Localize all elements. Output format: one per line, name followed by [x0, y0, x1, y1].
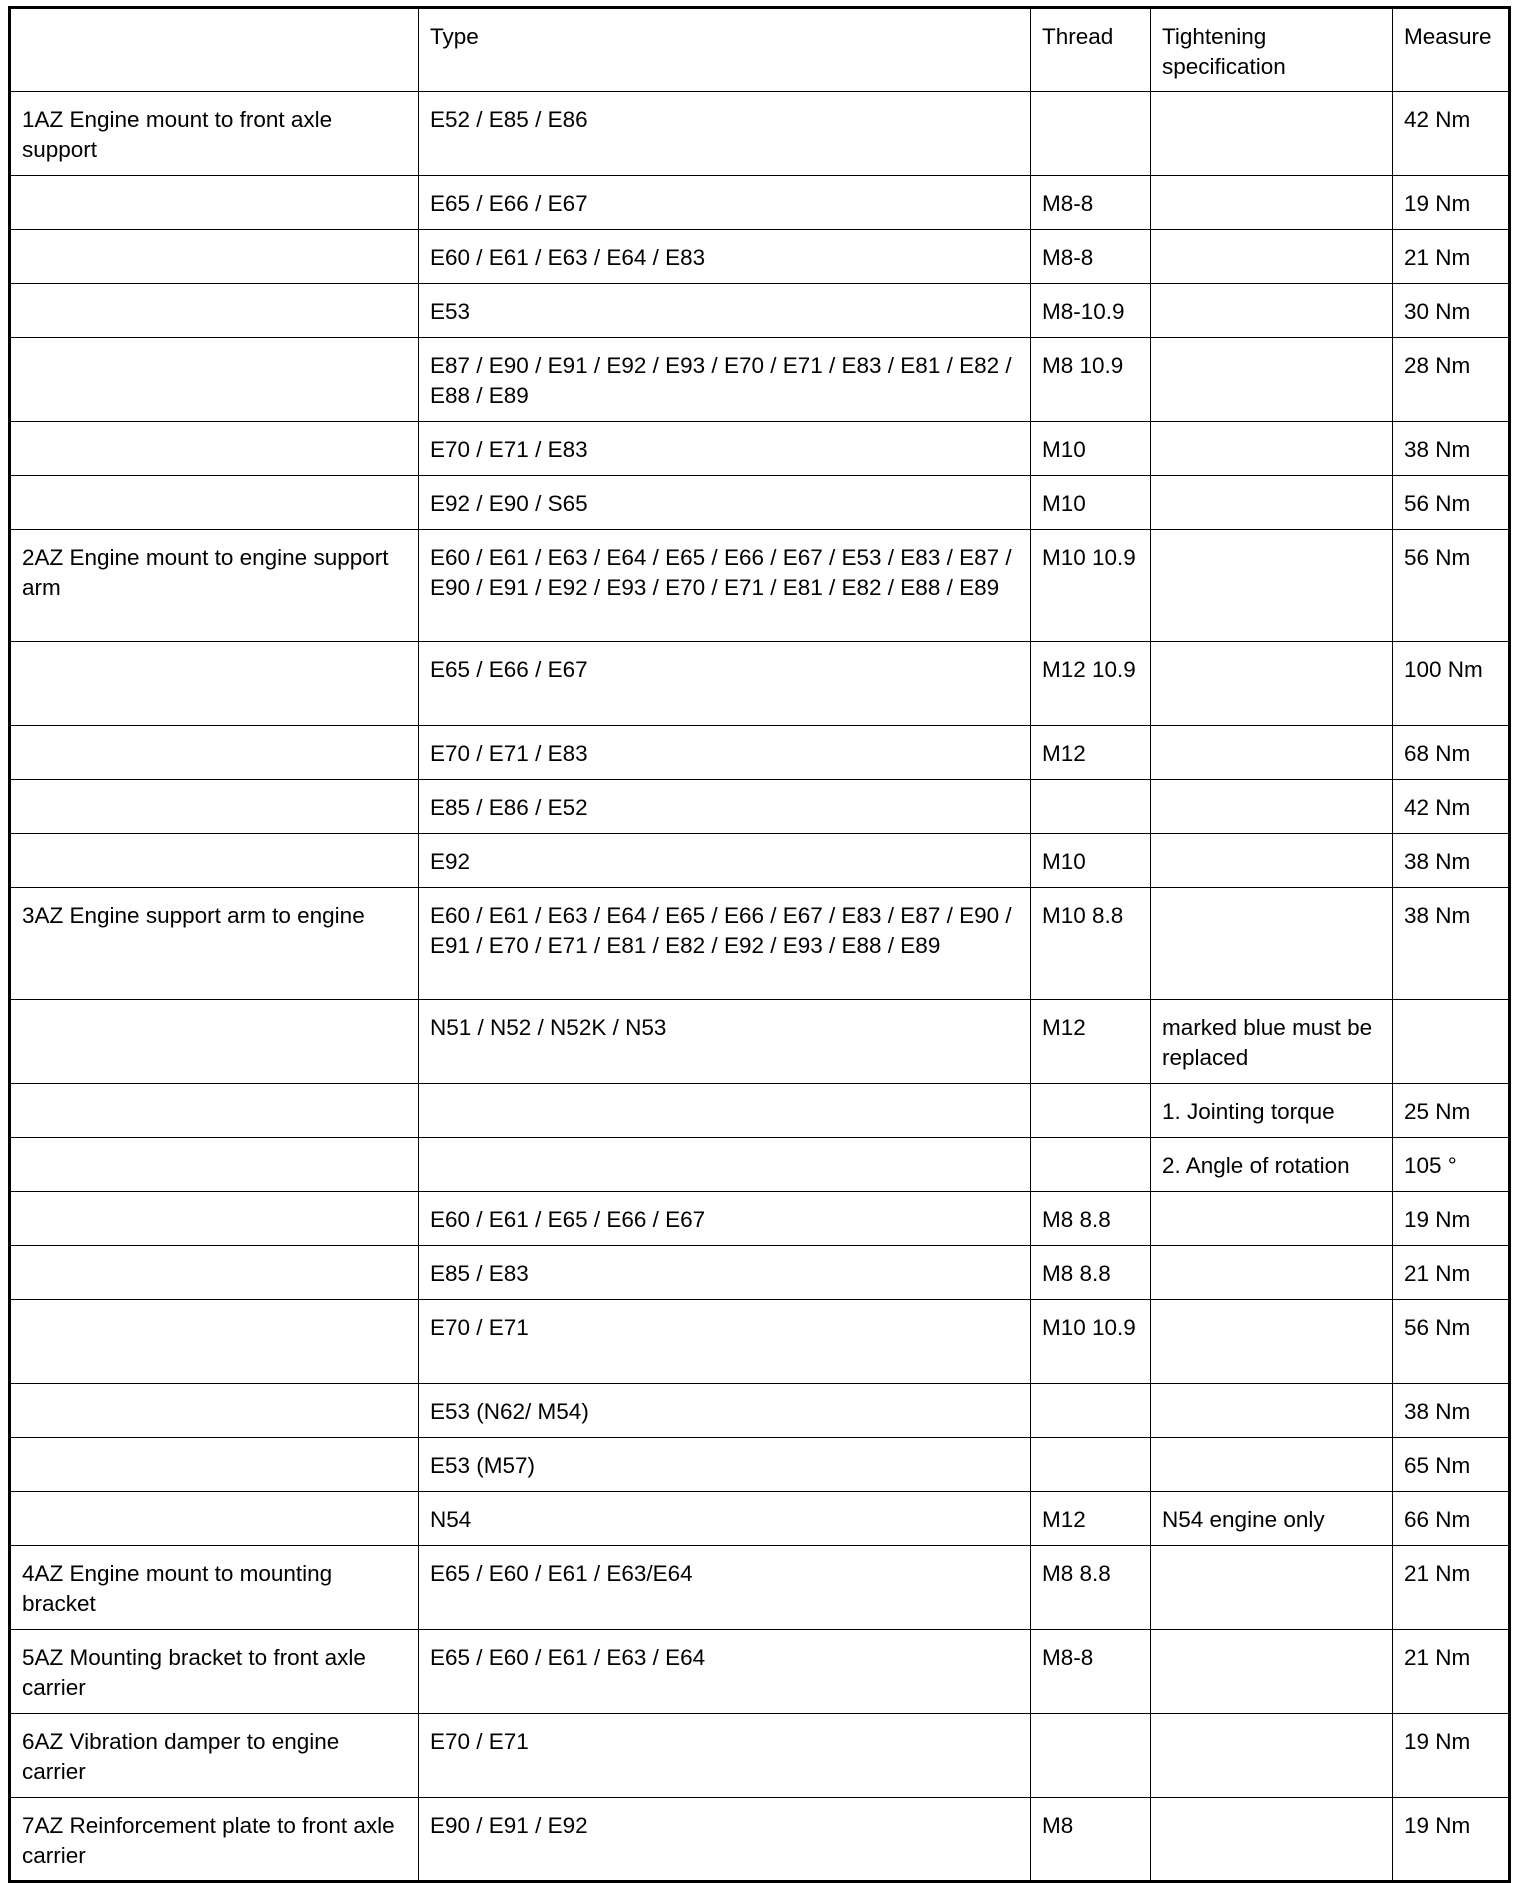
table-row [10, 726, 1510, 780]
cell-component: 5AZ Mounting bracket to front axle carrier [10, 1630, 419, 1714]
cell-type: E53 [419, 284, 1031, 338]
cell-type: E85 / E86 / E52 [419, 780, 1031, 834]
table-row [10, 1384, 1510, 1438]
cell-measure [1393, 1000, 1510, 1084]
cell-thread: M12 [1031, 1000, 1151, 1084]
cell-type: E92 [419, 834, 1031, 888]
table-row [10, 1438, 1510, 1492]
cell-component: 7AZ Reinforcement plate to front axle carrier [10, 1798, 419, 1882]
cell-tightening [1151, 888, 1393, 1000]
cell-thread: M8 [1031, 1798, 1151, 1882]
cell-component [10, 642, 419, 726]
table-row [10, 1246, 1510, 1300]
header-thread: Thread [1031, 8, 1151, 92]
cell-component [10, 1084, 419, 1138]
header-tightening: Tightening specification [1151, 8, 1393, 92]
cell-thread: M10 10.9 [1031, 530, 1151, 642]
cell-component [10, 1438, 419, 1492]
cell-type: E70 / E71 / E83 [419, 726, 1031, 780]
cell-thread [1031, 1084, 1151, 1138]
cell-thread: M8 8.8 [1031, 1192, 1151, 1246]
cell-measure: 42 Nm [1393, 780, 1510, 834]
cell-thread [1031, 92, 1151, 176]
cell-tightening [1151, 642, 1393, 726]
cell-tightening: 1. Jointing torque [1151, 1084, 1393, 1138]
cell-measure: 19 Nm [1393, 176, 1510, 230]
cell-type: E65 / E66 / E67 [419, 176, 1031, 230]
cell-tightening [1151, 1546, 1393, 1630]
cell-measure: 30 Nm [1393, 284, 1510, 338]
cell-thread: M8-8 [1031, 176, 1151, 230]
cell-tightening [1151, 92, 1393, 176]
cell-tightening [1151, 284, 1393, 338]
cell-tightening [1151, 1300, 1393, 1384]
table-row [10, 834, 1510, 888]
cell-type: E60 / E61 / E65 / E66 / E67 [419, 1192, 1031, 1246]
table-row [10, 92, 1510, 176]
cell-thread: M10 [1031, 422, 1151, 476]
table-row [10, 1798, 1510, 1882]
cell-tightening [1151, 530, 1393, 642]
cell-type: E87 / E90 / E91 / E92 / E93 / E70 / E71 / E83 / E81 / E82 / E88 / E89 [419, 338, 1031, 422]
cell-component: 6AZ Vibration damper to engine carrier [10, 1714, 419, 1798]
cell-thread: M10 8.8 [1031, 888, 1151, 1000]
cell-type: E65 / E60 / E61 / E63/E64 [419, 1546, 1031, 1630]
cell-type: E70 / E71 [419, 1714, 1031, 1798]
cell-component [10, 176, 419, 230]
cell-component: 4AZ Engine mount to mounting bracket [10, 1546, 419, 1630]
cell-component [10, 1000, 419, 1084]
cell-thread: M12 [1031, 726, 1151, 780]
cell-tightening [1151, 834, 1393, 888]
cell-component [10, 1492, 419, 1546]
cell-thread: M8-10.9 [1031, 284, 1151, 338]
cell-component [10, 1192, 419, 1246]
cell-component [10, 1138, 419, 1192]
table-row [10, 1492, 1510, 1546]
cell-type: E60 / E61 / E63 / E64 / E65 / E66 / E67 / E83 / E87 / E90 / E91 / E70 / E71 / E81 / E82 / E92 / E93 / E88 / E89 [419, 888, 1031, 1000]
cell-measure: 25 Nm [1393, 1084, 1510, 1138]
table-row [10, 642, 1510, 726]
cell-tightening [1151, 230, 1393, 284]
cell-component [10, 1300, 419, 1384]
cell-measure: 19 Nm [1393, 1798, 1510, 1882]
table-row [10, 530, 1510, 642]
cell-measure: 38 Nm [1393, 888, 1510, 1000]
torque-spec-table [8, 6, 1511, 1883]
cell-measure: 42 Nm [1393, 92, 1510, 176]
header-component [10, 8, 419, 92]
cell-tightening: N54 engine only [1151, 1492, 1393, 1546]
cell-component [10, 834, 419, 888]
cell-measure: 21 Nm [1393, 230, 1510, 284]
cell-thread: M10 [1031, 476, 1151, 530]
table-row [10, 230, 1510, 284]
table-row [10, 1714, 1510, 1798]
cell-thread [1031, 1714, 1151, 1798]
cell-component: 3AZ Engine support arm to engine [10, 888, 419, 1000]
table-row [10, 176, 1510, 230]
cell-component: 2AZ Engine mount to engine support arm [10, 530, 419, 642]
cell-component [10, 1246, 419, 1300]
cell-type: E90 / E91 / E92 [419, 1798, 1031, 1882]
table-row [10, 888, 1510, 1000]
cell-type [419, 1138, 1031, 1192]
cell-thread: M8 10.9 [1031, 338, 1151, 422]
cell-type: E60 / E61 / E63 / E64 / E65 / E66 / E67 / E53 / E83 / E87 / E90 / E91 / E92 / E93 / E70 / E71 / E81 / E82 / E88 / E89 [419, 530, 1031, 642]
table-row [10, 780, 1510, 834]
cell-tightening [1151, 1438, 1393, 1492]
cell-component [10, 230, 419, 284]
cell-thread [1031, 1384, 1151, 1438]
cell-tightening [1151, 726, 1393, 780]
cell-tightening [1151, 1192, 1393, 1246]
cell-type: E70 / E71 [419, 1300, 1031, 1384]
cell-thread: M8-8 [1031, 1630, 1151, 1714]
cell-component [10, 726, 419, 780]
cell-tightening [1151, 1714, 1393, 1798]
table-row [10, 1000, 1510, 1084]
table-row [10, 1192, 1510, 1246]
cell-type: E52 / E85 / E86 [419, 92, 1031, 176]
cell-measure: 68 Nm [1393, 726, 1510, 780]
table-row [10, 1546, 1510, 1630]
table-row [10, 476, 1510, 530]
cell-thread: M12 [1031, 1492, 1151, 1546]
table-row [10, 1138, 1510, 1192]
cell-measure: 38 Nm [1393, 834, 1510, 888]
cell-measure: 19 Nm [1393, 1192, 1510, 1246]
cell-type: E70 / E71 / E83 [419, 422, 1031, 476]
cell-measure: 28 Nm [1393, 338, 1510, 422]
cell-type: E60 / E61 / E63 / E64 / E83 [419, 230, 1031, 284]
cell-type: N54 [419, 1492, 1031, 1546]
table-row [10, 1300, 1510, 1384]
cell-component [10, 1384, 419, 1438]
header-type: Type [419, 8, 1031, 92]
cell-measure: 56 Nm [1393, 476, 1510, 530]
cell-thread [1031, 1438, 1151, 1492]
cell-thread: M8 8.8 [1031, 1546, 1151, 1630]
table-row [10, 284, 1510, 338]
cell-tightening [1151, 422, 1393, 476]
cell-measure: 38 Nm [1393, 422, 1510, 476]
cell-thread [1031, 1138, 1151, 1192]
cell-tightening: marked blue must be replaced [1151, 1000, 1393, 1084]
cell-component [10, 422, 419, 476]
cell-measure: 100 Nm [1393, 642, 1510, 726]
cell-tightening [1151, 1798, 1393, 1882]
cell-measure: 21 Nm [1393, 1546, 1510, 1630]
cell-type: E92 / E90 / S65 [419, 476, 1031, 530]
cell-measure: 66 Nm [1393, 1492, 1510, 1546]
cell-type: N51 / N52 / N52K / N53 [419, 1000, 1031, 1084]
cell-measure: 105 ° [1393, 1138, 1510, 1192]
cell-type: E85 / E83 [419, 1246, 1031, 1300]
cell-thread: M8-8 [1031, 230, 1151, 284]
cell-tightening [1151, 1246, 1393, 1300]
header-row [10, 8, 1510, 92]
cell-type [419, 1084, 1031, 1138]
cell-tightening [1151, 1630, 1393, 1714]
cell-measure: 21 Nm [1393, 1246, 1510, 1300]
cell-thread: M10 [1031, 834, 1151, 888]
cell-component [10, 780, 419, 834]
cell-thread [1031, 780, 1151, 834]
table-row [10, 338, 1510, 422]
cell-tightening [1151, 780, 1393, 834]
cell-type: E65 / E60 / E61 / E63 / E64 [419, 1630, 1031, 1714]
table-row [10, 1084, 1510, 1138]
cell-type: E53 (N62/ M54) [419, 1384, 1031, 1438]
cell-measure: 65 Nm [1393, 1438, 1510, 1492]
cell-component: 1AZ Engine mount to front axle support [10, 92, 419, 176]
cell-measure: 56 Nm [1393, 530, 1510, 642]
table-body [10, 92, 1510, 1882]
header-measure: Measure [1393, 8, 1510, 92]
cell-thread: M12 10.9 [1031, 642, 1151, 726]
cell-measure: 21 Nm [1393, 1630, 1510, 1714]
cell-measure: 56 Nm [1393, 1300, 1510, 1384]
cell-thread: M10 10.9 [1031, 1300, 1151, 1384]
cell-tightening [1151, 176, 1393, 230]
cell-component [10, 476, 419, 530]
table-row [10, 1630, 1510, 1714]
cell-measure: 38 Nm [1393, 1384, 1510, 1438]
cell-tightening: 2. Angle of rotation [1151, 1138, 1393, 1192]
cell-component [10, 284, 419, 338]
cell-measure: 19 Nm [1393, 1714, 1510, 1798]
table-row [10, 422, 1510, 476]
cell-tightening [1151, 476, 1393, 530]
cell-type: E53 (M57) [419, 1438, 1031, 1492]
cell-thread: M8 8.8 [1031, 1246, 1151, 1300]
cell-component [10, 338, 419, 422]
cell-tightening [1151, 1384, 1393, 1438]
cell-type: E65 / E66 / E67 [419, 642, 1031, 726]
cell-tightening [1151, 338, 1393, 422]
